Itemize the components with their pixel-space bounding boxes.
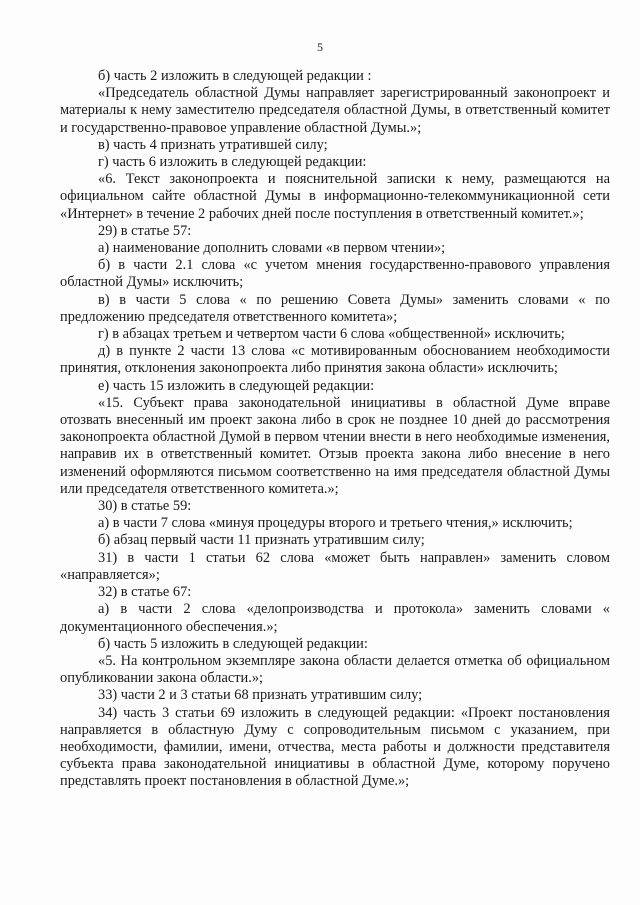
paragraph: г) часть 6 изложить в следующей редакции: [98, 154, 367, 171]
paragraph: 32) в статье 67: [98, 584, 192, 601]
paragraph: 33) части 2 и 3 статьи 68 признать утратившим силу; [98, 687, 423, 704]
paragraph: а) наименование дополнить словами «в первом чтении»; [98, 240, 446, 257]
paragraph: 34) часть 3 статьи 69 изложить в следующей редакции: «Проект постановления направляется в областную Думу с сопроводительным письмом с указанием, при необходимости, фамилии, имени, отчества, места работы и должности представителя субъекта права законодательной инициативы в областной Думе, которому поручено представлять проект постановления в областной Думе.»; [60, 704, 610, 790]
paragraph: «6. Текст законопроекта и пояснительной записки к нему, размещаются на официальном сайте областной Думы в информационно-телекоммуникационной сети «Интернет» в течение 2 рабочих дней после поступления в ответственный комитет.»; [60, 171, 610, 222]
paragraph: а) в части 2 слова «делопроизводства и протокола» заменить словами « документационного обеспечения.»; [60, 601, 610, 635]
paragraph: е) часть 15 изложить в следующей редакции: [98, 377, 375, 394]
paragraph: б) часть 2 изложить в следующей редакции : [98, 68, 372, 84]
paragraph: б) абзац первый части 11 признать утратившим силу; [98, 532, 425, 549]
paragraph: «5. На контрольном экземпляре закона области делается отметка об официальном опубликовании закона области.»; [60, 652, 610, 687]
paragraph: 31) в части 1 статьи 62 слова «может быть направлен» заменить словом «направляется»; [60, 549, 610, 583]
paragraph: в) в части 5 слова « по решению Совета Думы» заменить словами « по предложению председателя ответственного комитета»; [60, 291, 610, 325]
paragraph: б) часть 5 изложить в следующей редакции: [98, 635, 368, 652]
paragraph: б) в части 2.1 слова «с учетом мнения государственно-правового управления областной Думы» исключить; [60, 257, 610, 291]
paragraph: «Председатель областной Думы направляет зарегистрированный законопроект и материалы к нему заместителю председателя областной Думы, в ответственный комитет и государственно-правовое управление областной Думы.»; [60, 85, 610, 136]
document-body [60, 68, 610, 791]
paragraph: 29) в статье 57: [98, 222, 192, 239]
paragraph: 30) в статье 59: [98, 498, 192, 515]
page-number: 5 [317, 40, 323, 54]
paragraph: а) в части 7 слова «минуя процедуры второго и третьего чтения,» исключить; [98, 515, 573, 532]
paragraph: г) в абзацах третьем и четвертом части 6 слова «общественной» исключить; [98, 326, 565, 343]
paragraph: «15. Субъект права законодательной инициативы в областной Думе вправе отозвать внесенный им проект закона либо в срок не позднее 10 дней до рассмотрения законопроекта областной Думой в первом чтении внести в него необходимые изменения, направив их в ответственный комитет. Отзыв проекта закона либо внесение в него изменений оформляются письмом соответственно на имя председателя областной Думы или председателя ответственного комитета.»; [60, 394, 610, 497]
paragraph: в) часть 4 признать утратившей силу; [98, 136, 328, 153]
paragraph: д) в пункте 2 части 13 слова «с мотивированным обоснованием необходимости принятия, отклонения законопроекта либо принятия закона области» исключить; [60, 343, 610, 377]
